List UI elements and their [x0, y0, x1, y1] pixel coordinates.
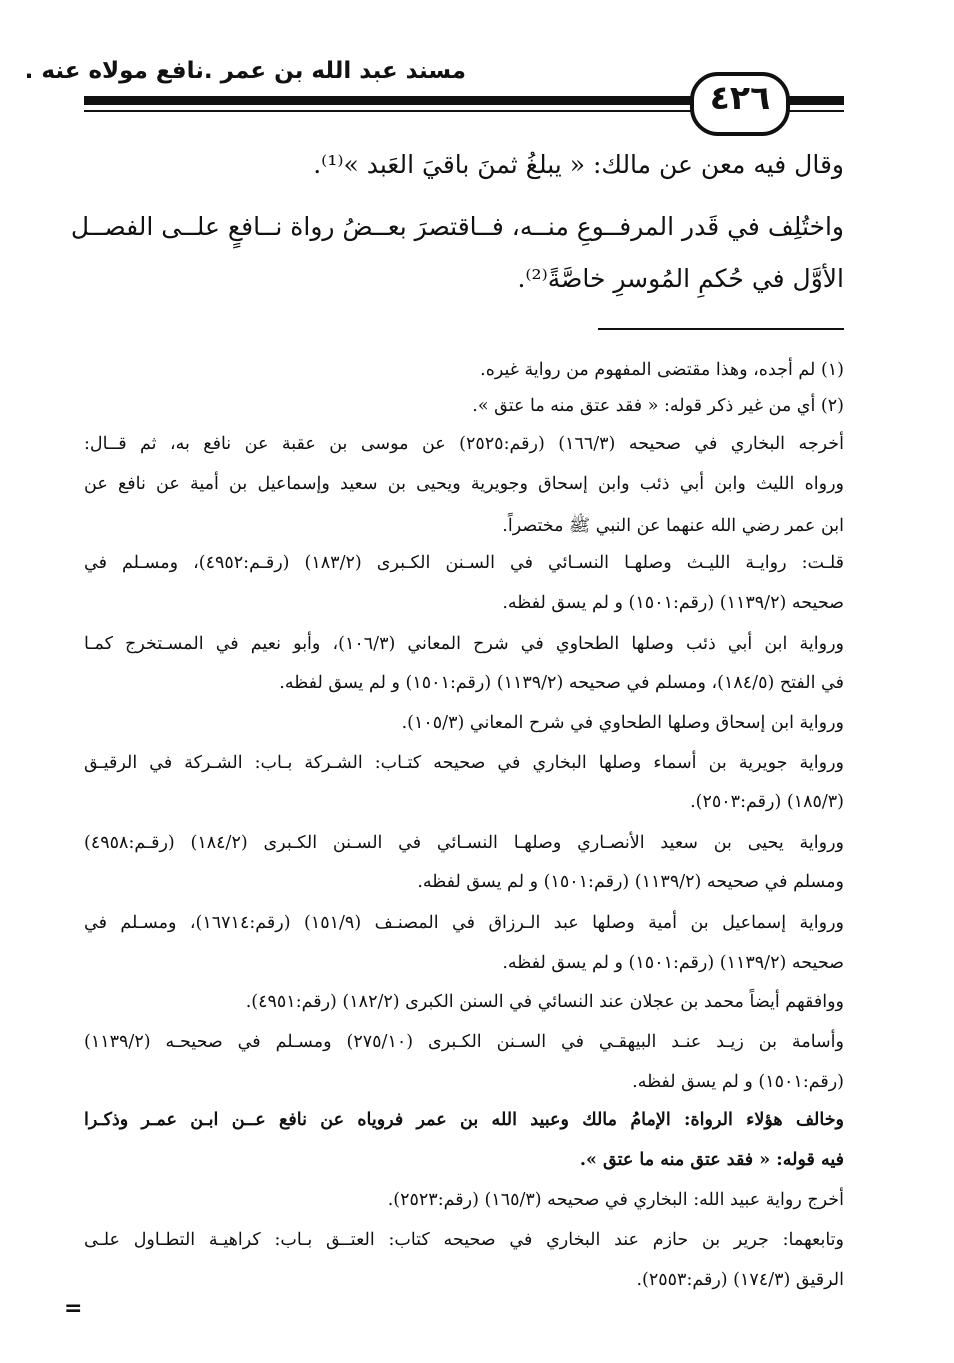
footnote-line-bold: وخالف هؤلاء الرواة: الإمامُ مالك وعبيد الله بن عمر فروياه عن نافع عــن ابـن عمـر وذكـرا	[84, 1110, 844, 1130]
footnote-line: في الفتح (١٨٤/٥)، ومسلم في صحيحه (١١٣٩/٢) (رقم:١٥٠١) و لم يسق لفظه.	[279, 673, 844, 693]
footnote-line: صحيحه (١١٣٩/٢) (رقم:١٥٠١) و لم يسق لفظه.	[502, 953, 844, 973]
footnote-line: أخرج رواية عبيد الله: البخاري في صحيحه (١٦٥/٣) (رقم:٢٥٢٣).	[387, 1190, 844, 1210]
footnote-separator	[598, 328, 844, 330]
footnote-line: ورواية جويرية بن أسماء وصلها البخاري في صحيحه كتـاب: الشـركة بـاب: الشـركة في الرقيـق	[84, 753, 844, 773]
footnote-line: الرقيق (١٧٤/٣) (رقم:٢٥٥٣).	[636, 1270, 844, 1290]
footnote-line: ورواية يحيى بن سعيد الأنصـاري وصلهـا النسـائي في السـنن الكـبرى (١٨٤/٢) (رقـم:٤٩٥٨)	[84, 833, 844, 853]
footnote-2: (٢) أي من غير ذكر قوله: « فقد عتق منه ما عتق ».	[472, 396, 844, 416]
footnote-line: أخرجه البخاري في صحيحه (١٦٦/٣) (رقم:٢٥٢٥) عن موسى بن عقبة عن نافع به، ثم قــال:	[84, 434, 844, 454]
bottom-continuation-mark: =	[64, 1296, 83, 1321]
footnote-line: وأسامة بن زيـد عنـد البيهقـي في السـنن الكـبرى (٢٧٥/١٠) ومسـلم في صحيحـه (١١٣٩/٢)	[84, 1032, 844, 1052]
footnote-line: (١٨٥/٣) (رقم:٢٥٠٣).	[690, 792, 844, 812]
footnote-line-bold: فيه قوله: « فقد عتق منه ما عتق ».	[579, 1150, 844, 1170]
footnote-line: صحيحه (١١٣٩/٢) (رقم:١٥٠١) و لم يسق لفظه.	[502, 593, 844, 613]
main-line-2: واختُلِف في قَدر المرفــوعِ منــه، فــاقتصرَ بعــضُ رواة نــافعٍ علــى الفصــل	[70, 212, 844, 241]
main-line-1: وقال فيه معن عن مالك: « يبلغُ ثمنَ باقيَ العَبد »⁽¹⁾.	[313, 150, 844, 179]
footnote-line: قلـت: روايـة الليـث وصلهـا النسـائي في السـنن الكـبرى (١٨٣/٢) (رقـم:٤٩٥٢)، ومسـلم في	[84, 553, 844, 573]
footnote-line: ومسلم في صحيحه (١١٣٩/٢) (رقم:١٥٠١) و لم يسق لفظه.	[417, 872, 844, 892]
footnote-1: (١) لم أجده، وهذا مقتضى المفهوم من رواية غيره.	[480, 360, 844, 380]
footnote-line: ووافقهم أيضاً محمد بن عجلان عند النسائي في السنن الكبرى (١٨٢/٢) (رقم:٤٩٥١).	[245, 992, 844, 1012]
footnote-line: ورواية إسماعيل بن أمية وصلها عبد الـرزاق في المصنـف (١٥١/٩) (رقم:١٦٧١٤)، ومسـلم في	[84, 913, 844, 933]
footnote-line: (رقم:١٥٠١) و لم يسق لفظه.	[632, 1072, 844, 1092]
main-line-3: الأوَّل في حُكمِ المُوسرِ خاصَّةً⁽²⁾.	[517, 264, 844, 293]
page-number: ٤٢٦	[709, 78, 771, 117]
footnote-line: ورواه الليث وابن أبي ذئب وابن إسحاق وجويرية ويحيى بن سعيد وإسماعيل بن أمية عن نافع عن	[84, 474, 844, 494]
footnote-line: ورواية ابن أبي ذئب وصلها الطحاوي في شرح المعاني (١٠٦/٣)، وأبو نعيم في المسـتخرج كمـا	[84, 634, 844, 654]
footnote-line: ابن عمر رضي الله عنهما عن النبي ﷺ مختصراً.	[502, 516, 844, 536]
running-title: مسند عبد الله بن عمر .نافع مولاه عنه .	[24, 58, 466, 84]
footnote-line: وتابعهما: جرير بن حازم عند البخاري في صحيحه كتاب: العتــق بـاب: كراهيـة التطـاول علـى	[84, 1230, 844, 1250]
footnote-line: ورواية ابن إسحاق وصلها الطحاوي في شرح المعاني (١٠٥/٣).	[401, 713, 844, 733]
